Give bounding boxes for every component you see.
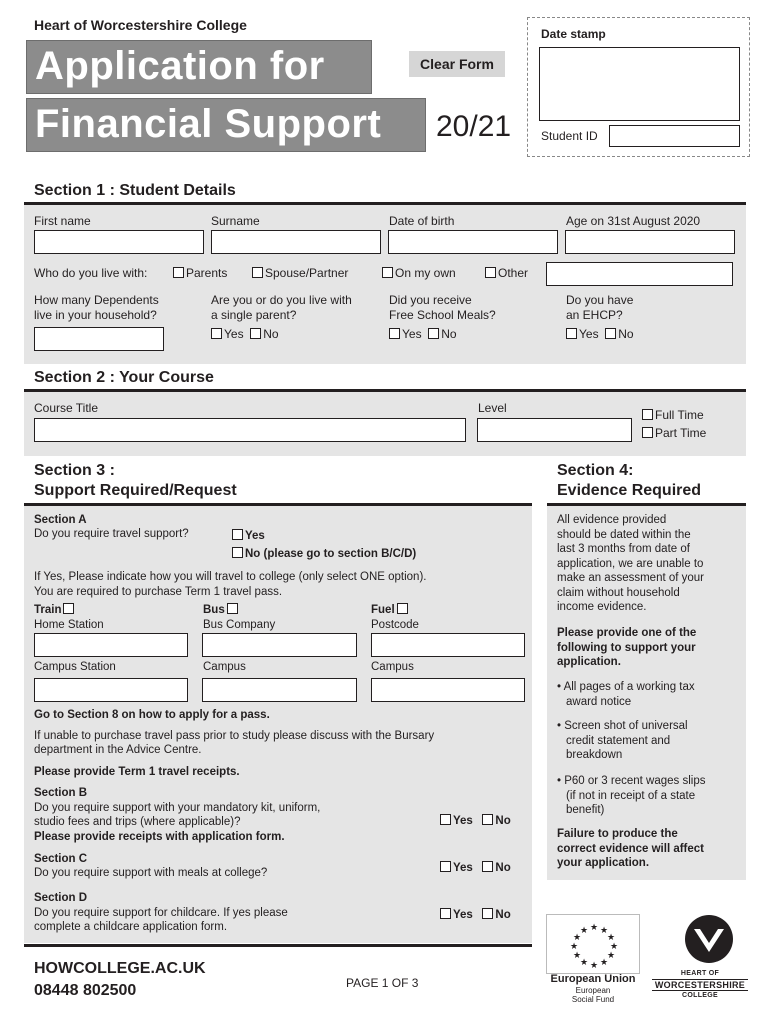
section-c-no-checkbox[interactable]	[482, 861, 493, 872]
section-2-title: Section 2 : Your Course	[34, 369, 214, 386]
eu-flag-icon	[546, 914, 640, 974]
level-field[interactable]	[477, 418, 632, 442]
section-a-heading: Section A	[34, 514, 87, 526]
section-b-receipts: Please provide receipts with application form.	[34, 831, 285, 843]
live-with-label: Who do you live with:	[34, 266, 148, 280]
travel-no-checkbox[interactable]	[232, 547, 243, 558]
bus-option[interactable]: Bus	[203, 603, 240, 618]
svg-text:★: ★	[606, 951, 616, 961]
evidence-failure-warning: Failure to produce the correct evidence will affect your application.	[557, 828, 705, 869]
dob-field[interactable]	[388, 230, 558, 254]
fuel-campus-label: Campus	[371, 661, 414, 673]
campus-station-label: Campus Station	[34, 661, 116, 673]
svg-text:★: ★	[579, 926, 589, 936]
section-d-question-1: Do you require support for childcare. If yes please	[34, 907, 288, 919]
home-station-label: Home Station	[34, 619, 104, 631]
title-line-2: Financial Support	[26, 98, 426, 152]
esf-label: European Social Fund	[571, 986, 615, 1004]
footer-phone: 08448 802500	[34, 982, 137, 999]
bus-campus-label: Campus	[203, 661, 246, 673]
evidence-bullet-credit: • Screen shot of universal credit statement and breakdown	[557, 720, 688, 761]
single-parent-label: Are you or do you live with a single parent?	[211, 293, 352, 322]
free-meals-label: Did you receive Free School Meals?	[389, 293, 496, 322]
unable-note-2: department in the Advice Centre.	[34, 744, 202, 756]
section-c-options[interactable]: Yes No	[440, 861, 511, 876]
age-field[interactable]	[565, 230, 735, 254]
other-field[interactable]	[546, 262, 733, 286]
other-label: Other	[498, 266, 529, 280]
single-parent-yes-checkbox[interactable]	[211, 328, 222, 339]
parents-checkbox[interactable]	[173, 267, 184, 278]
section-c-heading: Section C	[34, 853, 88, 865]
section-3-bottom-rule	[24, 944, 532, 947]
own-checkbox[interactable]	[382, 267, 393, 278]
section-b-question-2: studio fees and trips (where applicable)?	[34, 816, 241, 828]
section-c-question: Do you require support with meals at college?	[34, 867, 268, 879]
spouse-label: Spouse/Partner	[265, 266, 349, 280]
svg-text:★: ★	[599, 926, 609, 936]
live-with-spouse[interactable]	[252, 266, 348, 281]
section-d-options[interactable]: Yes No	[440, 908, 511, 923]
fuel-checkbox[interactable]	[397, 603, 408, 614]
section-b-heading: Section B	[34, 787, 88, 799]
section-b-yes-checkbox[interactable]	[440, 814, 451, 825]
svg-text:★: ★	[572, 933, 582, 943]
live-with-other[interactable]	[485, 266, 528, 281]
dob-label: Date of birth	[389, 214, 455, 228]
first-name-label: First name	[34, 214, 91, 228]
train-option[interactable]: Train	[34, 603, 76, 618]
title-line-1: Application for	[26, 40, 372, 94]
section-d-yes-checkbox[interactable]	[440, 908, 451, 919]
svg-text:★: ★	[569, 942, 579, 952]
page-number: PAGE 1 OF 3	[346, 976, 419, 990]
svg-text:★: ★	[579, 958, 589, 968]
own-label: On my own	[395, 266, 456, 280]
receipts-note: Please provide Term 1 travel receipts.	[34, 766, 240, 778]
postcode-label: Postcode	[371, 619, 419, 631]
first-name-field[interactable]	[34, 230, 204, 254]
section-3-title: Section 3 : Support Required/Request	[34, 462, 237, 499]
section-b-question-1: Do you require support with your mandatory kit, uniform,	[34, 802, 321, 814]
college-logo-icon	[674, 914, 744, 964]
svg-text:★: ★	[589, 961, 599, 971]
evidence-provide: Please provide one of the following to support your application.	[557, 627, 697, 668]
college-logo-text: HEART OF WORCESTERSHIRE COLLEGE	[652, 969, 748, 1001]
svg-text:★: ★	[589, 923, 599, 933]
bus-checkbox[interactable]	[227, 603, 238, 614]
section-b-no-checkbox[interactable]	[482, 814, 493, 825]
spouse-checkbox[interactable]	[252, 267, 263, 278]
evidence-bullet-p60: • P60 or 3 recent wages slips (if not in receipt of a state benefit)	[557, 775, 706, 816]
ehcp-no-checkbox[interactable]	[605, 328, 616, 339]
svg-text:★: ★	[599, 958, 609, 968]
part-time-checkbox[interactable]	[642, 427, 653, 438]
live-with-parents[interactable]	[173, 266, 227, 281]
svg-text:★: ★	[606, 933, 616, 943]
course-title-label: Course Title	[34, 401, 99, 415]
bus-campus-field[interactable]	[202, 678, 357, 702]
svg-text:★: ★	[572, 951, 582, 961]
free-meals-yes-checkbox[interactable]	[389, 328, 400, 339]
section-c-yes-checkbox[interactable]	[440, 861, 451, 872]
unable-note-1: If unable to purchase travel pass prior to study please discuss with the Bursary	[34, 730, 435, 742]
ehcp-options[interactable]: Yes No	[566, 327, 634, 342]
student-id-label: Student ID	[541, 129, 598, 143]
full-time-checkbox[interactable]	[642, 409, 653, 420]
full-time-option[interactable]: Full Time	[642, 408, 704, 423]
free-meals-options[interactable]: Yes No	[389, 327, 457, 342]
home-station-field[interactable]	[34, 633, 188, 657]
college-name: Heart of Worcestershire College	[34, 17, 247, 33]
ehcp-label: Do you have an EHCP?	[566, 293, 634, 322]
fuel-campus-field[interactable]	[371, 678, 525, 702]
clear-form-button[interactable]: Clear Form	[409, 51, 505, 77]
bus-company-label: Bus Company	[203, 619, 276, 631]
evidence-intro: All evidence provided should be dated within the last 3 months from date of application, we are unable to make an assessment of your claim without household income evidence.	[557, 514, 705, 613]
campus-station-field[interactable]	[34, 678, 188, 702]
evidence-bullet-tax: • All pages of a working tax award notice	[557, 681, 695, 708]
train-checkbox[interactable]	[63, 603, 74, 614]
student-id-field[interactable]	[609, 125, 740, 147]
surname-label: Surname	[211, 214, 260, 228]
level-label: Level	[478, 401, 507, 415]
postcode-field[interactable]	[371, 633, 525, 657]
travel-instructions-1: If Yes, Please indicate how you will travel to college (only select ONE option).	[34, 571, 427, 583]
single-parent-options[interactable]: Yes No	[211, 327, 279, 342]
section-4-title: Section 4: Evidence Required	[557, 462, 702, 499]
date-stamp-label: Date stamp	[541, 27, 606, 41]
section-b-options[interactable]: Yes No	[440, 814, 511, 829]
free-meals-no-checkbox[interactable]	[428, 328, 439, 339]
ehcp-yes-checkbox[interactable]	[566, 328, 577, 339]
dependents-label: How many Dependents live in your household?	[34, 293, 159, 322]
single-parent-no-checkbox[interactable]	[250, 328, 261, 339]
section-d-question-2: complete a childcare application form.	[34, 921, 228, 933]
date-stamp-field[interactable]	[539, 47, 740, 121]
section-d-heading: Section D	[34, 892, 88, 904]
academic-year: 20/21	[436, 110, 512, 143]
bus-company-field[interactable]	[202, 633, 357, 657]
section-1-title: Section 1 : Student Details	[34, 182, 236, 199]
live-with-own[interactable]	[382, 266, 456, 281]
dependents-field[interactable]	[34, 327, 164, 351]
go-to-section-8: Go to Section 8 on how to apply for a pass.	[34, 709, 270, 721]
parents-label: Parents	[186, 266, 228, 280]
svg-text:★: ★	[609, 942, 619, 952]
age-label: Age on 31st August 2020	[566, 214, 701, 228]
travel-question: Do you require travel support?	[34, 528, 189, 540]
travel-no-option[interactable]: No (please go to section B/C/D)	[232, 547, 416, 562]
surname-field[interactable]	[211, 230, 381, 254]
travel-yes-option[interactable]: Yes	[232, 529, 265, 544]
travel-instructions-2: You are required to purchase Term 1 travel pass.	[34, 586, 283, 598]
part-time-option[interactable]: Part Time	[642, 426, 706, 441]
course-title-field[interactable]	[34, 418, 466, 442]
other-checkbox[interactable]	[485, 267, 496, 278]
travel-yes-checkbox[interactable]	[232, 529, 243, 540]
eu-label: European Union	[550, 973, 636, 985]
section-d-no-checkbox[interactable]	[482, 908, 493, 919]
footer-website[interactable]: HOWCOLLEGE.AC.UK	[34, 960, 206, 977]
fuel-option[interactable]: Fuel	[371, 603, 410, 618]
